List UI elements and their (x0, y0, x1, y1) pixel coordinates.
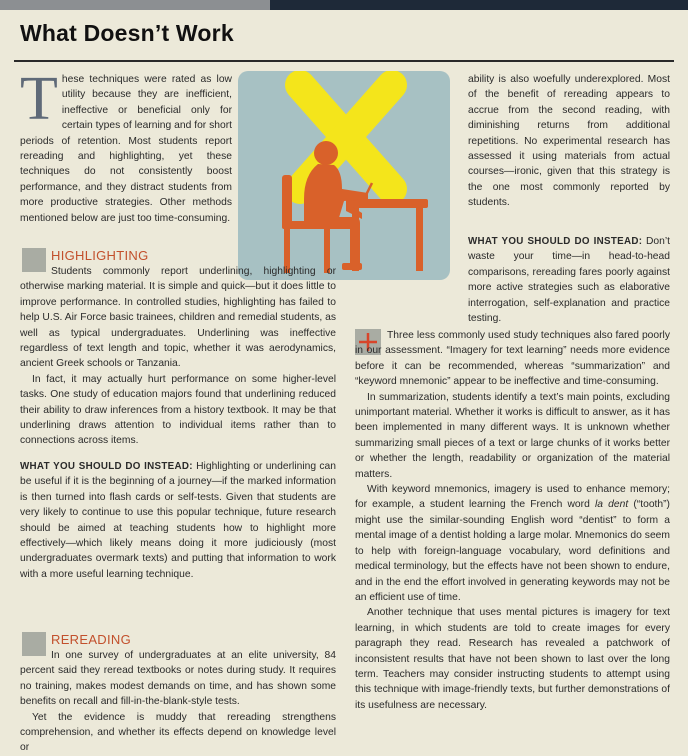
top-bar-navy-segment (270, 0, 688, 10)
rereading-instead-block (355, 234, 670, 326)
rereading-heading: REREADING (51, 632, 131, 647)
highlighting-p1: Students commonly report underlining, highlighting or otherwise marking material. It is simple and quick—but it does little to improve performance. In controlled studies, highlighting has failed to help U.S. Air Force basic trainees, children and remedial students, as well as typical undergraduates. Underlining was ineffective regardless of text length and topic, whether it was aerodynamics, ancient Greek schools or Tanzania. (20, 266, 336, 370)
highlighting-instead-text: Highlighting or underlining can be useful if it is the beginning of a journey—if the marked information is then turned into flash cards or self-tests. Given that students are very likely to continue to use this popular technique, future research should be aimed at teaching students how to highlight more effectively—which likely means doing it more judiciously (most undergraduates overmark texts) and putting that information to work with a more useful learning technique. (20, 460, 336, 580)
rereading-p3: ability is also woefully underexplored. Most of the benefit of rereading appears to accrue from the second reading, with diminishing returns from additional repetitions. No experimental research has assessed it using materials from actual courses—ironic, given that this strategy is the one most commonly reported by students. (468, 74, 670, 209)
rereading-p1: In one survey of undergraduates at an elite university, 84 percent said they reread textbooks or notes during study. It requires no training, makes modest demands on time, and has shown some benefits on recall and fill-in-the-blank-style tests. (20, 650, 336, 708)
others-p3-a: With keyword mnemonics, imagery is used to enhance memory; for example, a student learning the French word (355, 484, 670, 511)
rereading-instead (355, 234, 670, 326)
others-p3-b: (“tooth”) might use the similar-sounding English word “dentist” to form a mental image of a dentist holding a large molar. Mnemonics do seem to help with foreign-language vocabulary, word definitions and medical terminology, but the effects have not been shown to endure, and in the end the effort involved in generating keywords may not be an efficient use of time. (355, 499, 670, 603)
others-p3 (355, 482, 670, 605)
highlighting-body (20, 264, 336, 582)
highlighting-p2: In fact, it may actually hurt performance on some higher-level tasks. One study of education majors found that underlining reduced their ability to draw inferences from a history textbook. It may be that underlining draws attention to individual items rather than to connections across items. (20, 373, 336, 447)
rereading-p2: Yet the evidence is muddy that rereading strengthens comprehension, and whether its effects depend on knowledge level or (20, 711, 336, 754)
others-p1: Three less commonly used study techniques also fared poorly in our assessment. “Imagery for text learning” needs more evidence before it can be recommended, whereas “summarization” and “keyword mnemonic” appear to be ineffective and time-consuming. (355, 330, 670, 388)
rereading-instead-text: Don’t waste your time—in head-to-head comparisons, rereading fares poorly against more active strategies such as elaborative interrogation, self-explanation and practice testing. (468, 236, 670, 325)
highlighting-instead (20, 459, 336, 582)
intro-text: hese techniques were rated as low utility because they are inefficient, ineffective or beneficial only for certain types of learning and for short periods of retention. Most students report rereading and highlighting, yet these techniques do not consistently boost performance, and they distract students from more productive strategies. Other methods mentioned below are just too time-consuming. (20, 74, 232, 224)
rereading-instead-label: WHAT YOU SHOULD DO INSTEAD: (468, 236, 643, 247)
others-p4: Another technique that uses mental pictures is imagery for text learning, in which students are told to create images for every paragraph they read. Research has revealed a patchwork of inconsistent results that have not been shown to last over the long term. Teachers may consider instructing students to attempt using this technique with image-friendly texts, but further demonstrations of its usefulness are necessary. (355, 607, 670, 711)
others-p3-em: la dent (594, 499, 629, 511)
others-body (355, 328, 670, 713)
rereading-body-left (20, 648, 336, 756)
top-bar-grey-segment (0, 0, 270, 10)
highlighting-instead-label: WHAT YOU SHOULD DO INSTEAD: (20, 460, 193, 472)
others-p2: In summarization, students identify a text’s main points, excluding unimportant material. Whether it works is difficult to answer, as it has been implemented in many different ways. It is unknown whether summarizing small pieces of a text or large chunks of it works better or whether the length, readability or organization of the material matters. (355, 391, 670, 480)
rereading-body-right (468, 72, 670, 211)
intro-block (20, 65, 232, 226)
drop-cap: T (20, 65, 58, 133)
top-color-bar (0, 0, 688, 10)
title-rule (14, 60, 674, 62)
page-title: What Doesn’t Work (20, 20, 234, 46)
highlighting-heading: HIGHLIGHTING (51, 248, 149, 263)
